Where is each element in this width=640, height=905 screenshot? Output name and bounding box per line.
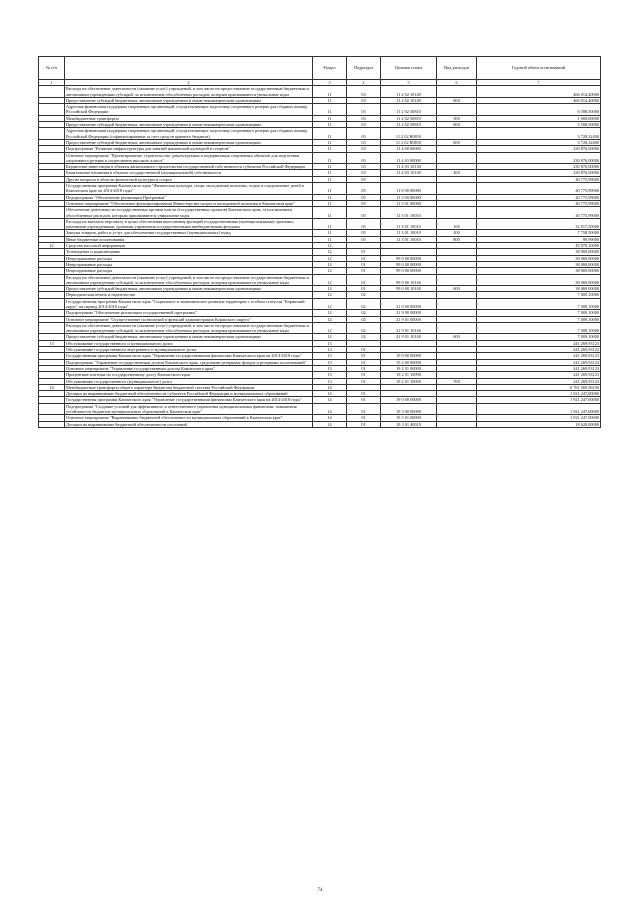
row-amount: 7 009,10000 xyxy=(477,322,601,334)
row-razdel: 11 xyxy=(313,122,347,128)
row-target-article: 11 2 02 R0810 xyxy=(381,128,437,140)
row-podrazdel: 02 xyxy=(347,316,381,322)
row-name: Непрограммные расходы xyxy=(65,255,313,261)
row-podrazdel: 05 xyxy=(347,194,381,200)
row-name: Процентные платежи по государственному долгу Камчатского края xyxy=(65,372,313,378)
row-razdel: 14 xyxy=(313,421,347,427)
row-podrazdel: 01 xyxy=(347,268,381,274)
column-number: 2 xyxy=(65,80,313,86)
header-expense-type: Вид расходов xyxy=(437,57,477,80)
row-amount: 241 269,93123 xyxy=(477,378,601,384)
row-razdel: 12 xyxy=(313,261,347,267)
row-podrazdel: 01 xyxy=(347,372,381,378)
row-razdel: 12 xyxy=(313,310,347,316)
row-expense-type xyxy=(437,207,477,219)
row-name: Обслуживание государственного (муниципального) долга xyxy=(65,378,313,384)
column-number: 6 xyxy=(437,80,477,86)
row-number xyxy=(39,183,65,195)
row-expense-type xyxy=(437,403,477,415)
row-name: Предоставление субсидий бюджетным, автономным учреждениям и иным некоммерческим организациям xyxy=(65,122,313,128)
page-number: 74 xyxy=(317,888,323,893)
row-amount: 230 876,00000 xyxy=(477,164,601,170)
row-expense-type: 500 xyxy=(437,115,477,121)
row-name: Закупка товаров, работ и услуг для обеспечения государственных (муниципальных) нужд xyxy=(65,230,313,236)
row-razdel: 11 xyxy=(313,104,347,116)
row-amount: 40 775,99000 xyxy=(477,183,601,195)
row-name: Государственная программа Камчатского края "Управление государственными финансами Камчатского края на 2014-2018 годы" xyxy=(65,353,313,359)
row-number xyxy=(39,104,65,116)
row-amount: 241 269,93123 xyxy=(477,340,601,346)
row-target-article: 11 2 02 50810 xyxy=(381,104,437,116)
row-podrazdel: 01 xyxy=(347,286,381,292)
row-razdel: 12 xyxy=(313,292,347,298)
table-row xyxy=(39,218,601,230)
row-razdel: 14 xyxy=(313,397,347,403)
row-name: Обслуживание государственного и муниципального долга xyxy=(65,340,313,346)
row-amount: 40 775,99000 xyxy=(477,200,601,206)
row-razdel: 14 xyxy=(313,391,347,397)
header-annual-amount: Годовой объем ассигнований xyxy=(477,57,601,80)
column-number: 5 xyxy=(381,80,437,86)
row-podrazdel: 01 xyxy=(347,378,381,384)
row-amount: 466 014,40000 xyxy=(477,86,601,98)
row-target-article: 11 3 01 00000 xyxy=(381,200,437,206)
row-amount: 230 876,00000 xyxy=(477,152,601,164)
row-razdel: 13 xyxy=(313,353,347,359)
row-number xyxy=(39,207,65,219)
table-row xyxy=(39,421,601,427)
row-expense-type: 600 xyxy=(437,122,477,128)
row-podrazdel: 01 xyxy=(347,274,381,286)
row-name: Периодическая печать и издательства xyxy=(65,292,313,298)
row-amount: 38 069,00000 xyxy=(477,261,601,267)
row-name: Телевидение и радиовещание xyxy=(65,249,313,255)
row-podrazdel: 03 xyxy=(347,86,381,98)
row-razdel: 12 xyxy=(313,298,347,310)
row-expense-type xyxy=(437,152,477,164)
row-amount: 38 069,00000 xyxy=(477,274,601,286)
row-razdel: 11 xyxy=(313,152,347,164)
row-target-article: 19 2 01 00000 xyxy=(381,365,437,371)
row-number xyxy=(39,274,65,286)
row-amount: 32 917,50000 xyxy=(477,218,601,230)
row-amount: 6 508,50000 xyxy=(477,104,601,116)
row-razdel: 12 xyxy=(313,286,347,292)
row-target-article: 11 3 01 10010 xyxy=(381,218,437,230)
row-target-article: 21 9 01 10140 xyxy=(381,322,437,334)
row-podrazdel: 03 xyxy=(347,115,381,121)
row-podrazdel: 03 xyxy=(347,139,381,145)
row-podrazdel: 01 xyxy=(347,359,381,365)
row-target-article: 19 2 00 00000 xyxy=(381,359,437,365)
row-podrazdel: 05 xyxy=(347,218,381,230)
row-razdel: 13 xyxy=(313,365,347,371)
row-number xyxy=(39,128,65,140)
row-name: Иные бюджетные ассигнования xyxy=(65,236,313,242)
row-expense-type: 600 xyxy=(437,286,477,292)
row-razdel: 11 xyxy=(313,230,347,236)
row-razdel: 11 xyxy=(313,236,347,242)
row-podrazdel: 02 xyxy=(347,334,381,340)
row-amount: 241 269,93123 xyxy=(477,353,601,359)
row-amount: 1 921 247,00000 xyxy=(477,391,601,397)
table-row xyxy=(39,274,601,286)
row-name: Основное мероприятие "Проектирование, строительство, реконструкция и модернизация спортивных объектов для подготовки спортивного резерва и спортсменов высокого класса" xyxy=(65,152,313,164)
row-target-article: 21 9 01 10140 xyxy=(381,334,437,340)
row-name: Предоставление субсидий бюджетным, автономным учреждениям и иным некоммерческим организациям xyxy=(65,286,313,292)
row-target-article: 11 4 03 10130 xyxy=(381,164,437,170)
row-razdel: 13 xyxy=(313,359,347,365)
header-name xyxy=(65,57,313,80)
row-expense-type: 600 xyxy=(437,97,477,103)
row-razdel: 14 xyxy=(313,415,347,421)
row-razdel: 13 xyxy=(313,378,347,384)
row-podrazdel: 03 xyxy=(347,170,381,176)
row-podrazdel: 03 xyxy=(347,97,381,103)
row-podrazdel: 01 xyxy=(347,353,381,359)
row-target-article: 11 3 01 10010 xyxy=(381,236,437,242)
row-podrazdel: 05 xyxy=(347,183,381,195)
row-podrazdel: 02 xyxy=(347,292,381,298)
row-amount: 38 069,00000 xyxy=(477,286,601,292)
row-podrazdel: 01 xyxy=(347,415,381,421)
row-name: Дотации на выравнивание бюджетной обеспеченности субъектов Российской Федерации и муниципальных образований xyxy=(65,391,313,397)
row-number xyxy=(39,86,65,98)
row-amount: 40 775,99000 xyxy=(477,176,601,182)
row-razdel: 12 xyxy=(313,268,347,274)
row-name: Обслуживание государственного внутреннего и муниципального долга xyxy=(65,347,313,353)
row-name: Основное мероприятие "Осуществление полномочий и функций администрации Корякского округа" xyxy=(65,316,313,322)
column-number: 7 xyxy=(477,80,601,86)
row-target-article: 19 0 00 00000 xyxy=(381,353,437,359)
row-amount: 3 728,32400 xyxy=(477,139,601,145)
row-name: Подпрограмма "Создание условий для эффективного и ответственного управления муниципальными финансами, повышения устойчивости бюджетов муниципальных образований в Камчатском крае" xyxy=(65,403,313,415)
row-podrazdel: 01 xyxy=(347,249,381,255)
row-podrazdel: 03 xyxy=(347,164,381,170)
row-target-article: 19 2 01 10090 xyxy=(381,372,437,378)
row-name: Подпрограмма "Обеспечение реализации Программы" xyxy=(65,194,313,200)
row-amount: 45 078,10000 xyxy=(477,243,601,249)
row-name: Предоставление субсидий бюджетным, автономным учреждениям и иным некоммерческим организациям xyxy=(65,97,313,103)
row-amount: 466 014,40000 xyxy=(477,97,601,103)
row-razdel: 11 xyxy=(313,200,347,206)
row-podrazdel: 02 xyxy=(347,298,381,310)
row-razdel: 12 xyxy=(313,243,347,249)
row-amount: 241 269,93123 xyxy=(477,365,601,371)
row-amount: 38 069,00000 xyxy=(477,249,601,255)
row-target-article: 11 4 03 00000 xyxy=(381,152,437,164)
row-name: Подпрограмма "Обеспечение реализации государственной программы" xyxy=(65,310,313,316)
row-podrazdel: 01 xyxy=(347,255,381,261)
row-target-article: 11 2 02 10140 xyxy=(381,97,437,103)
row-expense-type xyxy=(437,421,477,427)
header-razdel: Раздел xyxy=(313,57,347,80)
row-podrazdel: 01 xyxy=(347,397,381,403)
row-target-article: 11 2 02 50810 xyxy=(381,115,437,121)
row-number xyxy=(39,152,65,164)
row-target-article: 99 0 00 10140 xyxy=(381,286,437,292)
row-number xyxy=(39,298,65,310)
row-target-article: 99 0 00 00000 xyxy=(381,261,437,267)
row-name: Государственная программа Камчатского края "Физическая культура, спорт, молодежная политика, отдых и оздоровление детей в Камчатском крае на 2014-2018 годы" xyxy=(65,183,313,195)
row-expense-type xyxy=(437,322,477,334)
row-podrazdel: 03 xyxy=(347,122,381,128)
row-name: Другие вопросы в области физической культуры и спорта xyxy=(65,176,313,182)
row-name: Предоставление субсидий бюджетным, автономным учреждениям и иным некоммерческим организациям xyxy=(65,139,313,145)
row-razdel: 11 xyxy=(313,97,347,103)
row-target-article: 11 2 02 10140 xyxy=(381,86,437,98)
row-amount: 18 620,00000 xyxy=(477,421,601,427)
row-name: Расходы на обеспечение деятельности (оказание услуг) учреждений, в том числе на предоставление государственным бюджетным и автономным учреждениям субсидий, за исключением обособленных расходов, которым присваиваются уникальные коды xyxy=(65,322,313,334)
row-name: Расходы на выплаты персоналу в целях обеспечения выполнения функций государственными (муниципальными) органами, казенными учреждениями, органами управления государственными внебюджетными фондами xyxy=(65,218,313,230)
row-target-article: 19 3 00 00000 xyxy=(381,403,437,415)
row-name: Непрограммные расходы xyxy=(65,261,313,267)
table-body xyxy=(39,86,601,428)
row-amount: 7 009,10000 xyxy=(477,334,601,340)
row-amount: 99,99000 xyxy=(477,236,601,242)
row-name: Подпрограмма "Развитие инфраструктуры для занятий физической культурой и спортом" xyxy=(65,146,313,152)
row-target-article: 19 0 00 00000 xyxy=(381,397,437,403)
row-target-article: 11 3 00 00000 xyxy=(381,194,437,200)
row-amount: 7 009,10000 xyxy=(477,292,601,298)
row-amount: 230 876,00000 xyxy=(477,170,601,176)
row-number xyxy=(39,218,65,230)
row-podrazdel: 03 xyxy=(347,146,381,152)
row-target-article: 21 9 01 00000 xyxy=(381,316,437,322)
table-row xyxy=(39,207,601,219)
row-name: Адресная финансовая поддержка спортивных организаций, осуществляющих подготовку спортивного резерва для сборных команд Российской Федерации xyxy=(65,104,313,116)
row-expense-type: 800 xyxy=(437,236,477,242)
row-expense-type xyxy=(437,183,477,195)
row-target-article: 11 4 03 10130 xyxy=(381,170,437,176)
row-podrazdel: 01 xyxy=(347,403,381,415)
row-name: Бюджетные инвестиции в объекты капитального строительства государственной собственности субъектов Российской Федерации xyxy=(65,164,313,170)
row-podrazdel: 03 xyxy=(347,152,381,164)
row-name: Основное мероприятие "Выравнивание бюджетной обеспеченности муниципальных образований в Камчатском крае" xyxy=(65,415,313,421)
row-razdel: 11 xyxy=(313,164,347,170)
column-number: 1 xyxy=(39,80,65,86)
table-row xyxy=(39,183,601,195)
row-name: Межбюджетные трансферты общего характера бюджетам бюджетной системы Российской Федерации xyxy=(65,384,313,390)
row-target-article: 11 3 01 10010 xyxy=(381,230,437,236)
row-amount: 6 761 569,56100 xyxy=(477,384,601,390)
row-podrazdel: 02 xyxy=(347,322,381,334)
row-target-article: 11 3 01 10010 xyxy=(381,207,437,219)
row-amount: 241 269,93123 xyxy=(477,372,601,378)
row-razdel: 14 xyxy=(313,384,347,390)
row-amount: 241 269,93123 xyxy=(477,347,601,353)
table-row xyxy=(39,86,601,98)
row-target-article: 11 2 02 50810 xyxy=(381,122,437,128)
row-expense-type: 100 xyxy=(437,218,477,230)
row-podrazdel: 01 xyxy=(347,347,381,353)
row-expense-type: 600 xyxy=(437,334,477,340)
row-podrazdel: 05 xyxy=(347,200,381,206)
row-name: Основное мероприятие "Управление государственным долгом Камчатского края" xyxy=(65,365,313,371)
row-amount: 230 876,00000 xyxy=(477,146,601,152)
row-expense-type xyxy=(437,86,477,98)
header-num: № п/п xyxy=(39,57,65,80)
row-razdel: 12 xyxy=(313,334,347,340)
row-target-article: 19 3 01 40010 xyxy=(381,421,437,427)
row-podrazdel: 01 xyxy=(347,365,381,371)
row-amount: 40 775,99000 xyxy=(477,194,601,200)
row-name: Дотации на выравнивание бюджетной обеспеченности поселений xyxy=(65,421,313,427)
row-razdel: 12 xyxy=(313,316,347,322)
row-amount: 1 921 247,00000 xyxy=(477,415,601,421)
row-expense-type: 200 xyxy=(437,230,477,236)
row-target-article: 99 0 00 10140 xyxy=(381,274,437,286)
row-expense-type xyxy=(437,128,477,140)
row-razdel: 11 xyxy=(313,170,347,176)
row-target-article: 11 2 02 R0810 xyxy=(381,139,437,145)
table-row xyxy=(39,403,601,415)
row-razdel: 11 xyxy=(313,183,347,195)
row-podrazdel: 05 xyxy=(347,207,381,219)
row-name: Расходы на обеспечение деятельности (оказание услуг) учреждений, в том числе на предоставление государственным бюджетным и автономным учреждениям субсидий, за исключением обособленных расходов, которым присваиваются уникальные коды xyxy=(65,86,313,98)
row-expense-type: 600 xyxy=(437,139,477,145)
row-name: Межбюджетные трансферты xyxy=(65,115,313,121)
row-expense-type xyxy=(437,298,477,310)
row-target-article: 21 0 00 00000 xyxy=(381,298,437,310)
header-target-article: Целевая статья xyxy=(381,57,437,80)
table-row xyxy=(39,104,601,116)
row-target-article: 99 0 00 00000 xyxy=(381,255,437,261)
row-target-article: 19 3 01 00000 xyxy=(381,415,437,421)
row-number: 13 xyxy=(39,340,65,346)
row-target-article: 11 4 00 00000 xyxy=(381,146,437,152)
row-name: Государственная программа Камчатского края "Управление государственными финансами Камчатского края на 2014-2018 годы" xyxy=(65,397,313,403)
row-razdel: 11 xyxy=(313,176,347,182)
row-amount: 1 000,00000 xyxy=(477,115,601,121)
row-amount: 7 009,10000 xyxy=(477,316,601,322)
table-row xyxy=(39,152,601,164)
row-name: Подпрограмма "Управление государственным долгом Камчатского края, средствами резервных фондов и резервами ассигнований" xyxy=(65,359,313,365)
row-name: Расходы на обеспечение деятельности (оказание услуг) учреждений, в том числе на предоставление государственным бюджетным и автономным учреждениям субсидий, за исключением обособленных расходов, которым присваиваются уникальные коды xyxy=(65,274,313,286)
row-podrazdel: 03 xyxy=(347,104,381,116)
row-number xyxy=(39,421,65,427)
row-amount: 5 508,50000 xyxy=(477,122,601,128)
row-number: 14 xyxy=(39,384,65,390)
row-expense-type xyxy=(437,274,477,286)
row-amount: 38 069,00000 xyxy=(477,255,601,261)
row-amount: 3 728,32400 xyxy=(477,128,601,140)
row-name: Предоставление субсидий бюджетным, автономным учреждениям и иным некоммерческим организациям xyxy=(65,334,313,340)
row-number xyxy=(39,403,65,415)
row-expense-type: 400 xyxy=(437,170,477,176)
row-razdel: 11 xyxy=(313,207,347,219)
row-amount: 1 921 247,00000 xyxy=(477,403,601,415)
row-name: Основное мероприятие "Обеспечение функционирования Министерства спорта и молодежной политики в Камчатском крае" xyxy=(65,200,313,206)
row-name: Непрограммные расходы xyxy=(65,268,313,274)
table-row xyxy=(39,128,601,140)
row-razdel: 11 xyxy=(313,139,347,145)
row-razdel: 11 xyxy=(313,194,347,200)
row-podrazdel: 02 xyxy=(347,310,381,316)
table-row xyxy=(39,298,601,310)
row-target-article: 11 0 00 00000 xyxy=(381,183,437,195)
row-razdel: 11 xyxy=(313,146,347,152)
budget-table xyxy=(38,56,601,428)
header-podrazdel: Подраздел xyxy=(347,57,381,80)
row-amount: 38 069,00000 xyxy=(477,268,601,274)
row-target-article: 21 9 00 00000 xyxy=(381,310,437,316)
row-razdel: 12 xyxy=(313,255,347,261)
column-number: 3 xyxy=(313,80,347,86)
row-amount: 7 009,10000 xyxy=(477,310,601,316)
column-number: 4 xyxy=(347,80,381,86)
row-name: Средства массовой информации xyxy=(65,243,313,249)
row-amount: 241 269,93123 xyxy=(477,359,601,365)
row-razdel: 13 xyxy=(313,372,347,378)
row-razdel: 13 xyxy=(313,340,347,346)
table-row xyxy=(39,322,601,334)
row-podrazdel: 05 xyxy=(347,176,381,182)
row-name: Капитальные вложения в объекты государственной (муниципальной) собственности xyxy=(65,170,313,176)
row-podrazdel: 05 xyxy=(347,236,381,242)
row-podrazdel: 01 xyxy=(347,391,381,397)
row-number xyxy=(39,322,65,334)
row-amount: 7 758,50000 xyxy=(477,230,601,236)
table-header-row xyxy=(39,57,601,80)
row-expense-type: 700 xyxy=(437,378,477,384)
row-razdel: 11 xyxy=(313,115,347,121)
row-razdel: 12 xyxy=(313,249,347,255)
row-name: Обеспечение деятельности государственных органов власти (государственных органов) Камчатского края, за исключением обособленных расходов, которым присваиваются уникальные коды xyxy=(65,207,313,219)
row-expense-type xyxy=(437,104,477,116)
row-name: Государственная программа Камчатского края "Социальное и экономическое развитие территории с особым статусом "Корякский округ" на период 2014-2018 годы" xyxy=(65,298,313,310)
row-razdel: 11 xyxy=(313,86,347,98)
row-target-article: 19 2 01 10090 xyxy=(381,378,437,384)
row-razdel: 11 xyxy=(313,218,347,230)
row-razdel: 13 xyxy=(313,347,347,353)
row-podrazdel: 05 xyxy=(347,230,381,236)
row-razdel: 12 xyxy=(313,322,347,334)
row-razdel: 11 xyxy=(313,128,347,140)
row-target-article: 99 0 00 00000 xyxy=(381,268,437,274)
row-amount: 7 009,10000 xyxy=(477,298,601,310)
row-razdel: 12 xyxy=(313,274,347,286)
row-amount: 1 921 247,00000 xyxy=(477,397,601,403)
row-podrazdel: 01 xyxy=(347,421,381,427)
row-number: 12 xyxy=(39,243,65,249)
row-podrazdel: 01 xyxy=(347,261,381,267)
row-razdel: 14 xyxy=(313,403,347,415)
row-amount: 40 775,99000 xyxy=(477,207,601,219)
row-name: Адресная финансовая поддержка спортивных организаций, осуществляющих подготовку спортивного резерва для сборных команд Российской Федерации (софинансирование за счет средств краевого бюджета) xyxy=(65,128,313,140)
row-podrazdel: 03 xyxy=(347,128,381,140)
